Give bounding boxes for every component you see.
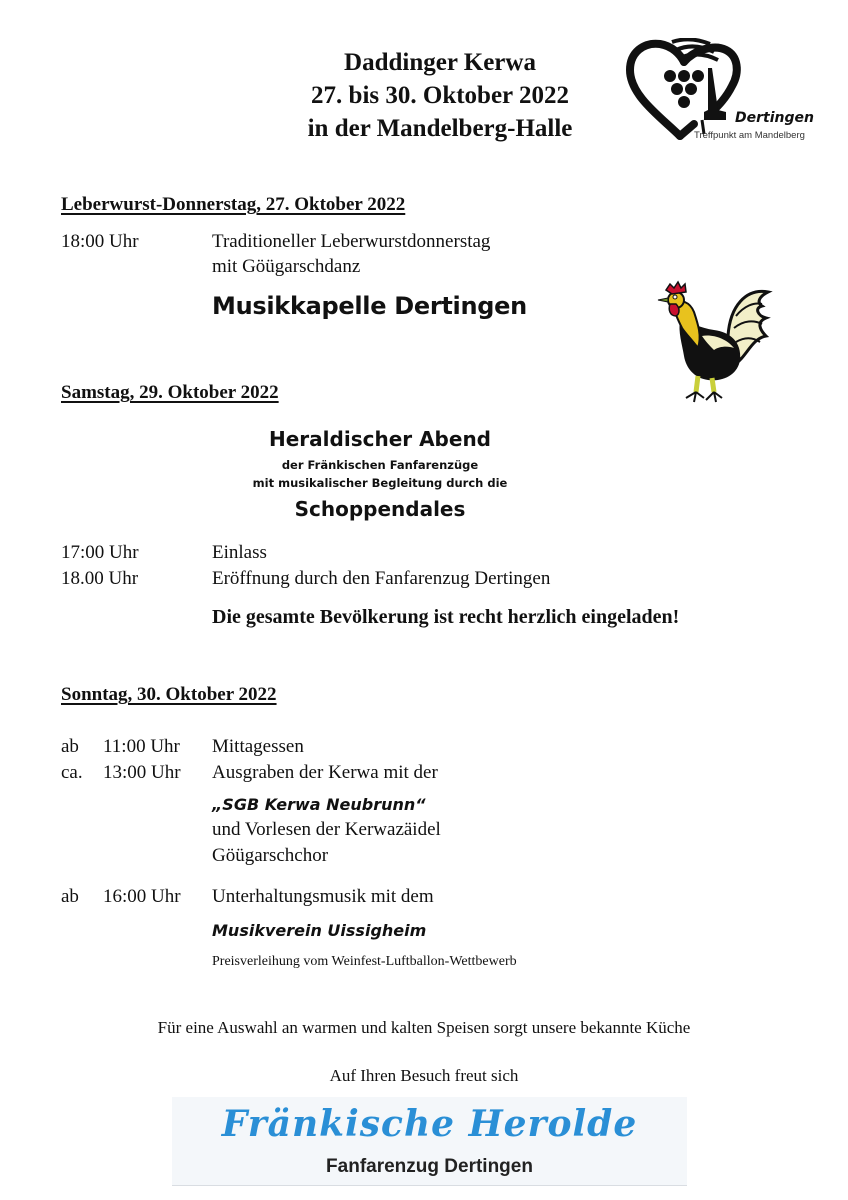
entry-time: 18.00 Uhr bbox=[61, 568, 139, 589]
dertingen-logo bbox=[622, 38, 818, 148]
organizer-banner bbox=[172, 1097, 687, 1186]
entry-text: Traditioneller Leberwurstdonnerstag bbox=[212, 231, 491, 252]
logo-name: Dertingen bbox=[735, 110, 814, 126]
banner-title: Fränkische Herolde bbox=[221, 1103, 638, 1145]
entry-time: 16:00 Uhr bbox=[103, 886, 181, 907]
saturday-entry bbox=[61, 567, 761, 593]
event-title bbox=[200, 46, 680, 145]
sunday-entry bbox=[61, 885, 761, 911]
performer-name: Musikkapelle Dertingen bbox=[212, 292, 527, 320]
logo-tagline: Treffpunkt am Mandelberg bbox=[694, 130, 805, 141]
entry-time: 18:00 Uhr bbox=[61, 231, 139, 252]
event-title-line-2: 27. bis 30. Oktober 2022 bbox=[311, 82, 569, 109]
entry-text: Einlass bbox=[212, 542, 267, 563]
entry-text: Ausgraben der Kerwa mit der bbox=[212, 762, 438, 783]
entry-text-line-2: mit Göügarschdanz bbox=[212, 256, 361, 277]
entry-prefix: ab bbox=[61, 886, 79, 907]
invitation-text: Die gesamte Bevölkerung ist recht herzlich eingeladen! bbox=[212, 606, 680, 628]
entry-note: Preisverleihung vom Weinfest-Luftballon-Wettbewerb bbox=[212, 954, 517, 969]
food-note: Für eine Auswahl an warmen und kalten Speisen sorgt unsere bekannte Küche bbox=[157, 1018, 691, 1037]
entry-more-line-2: Göügarschchor bbox=[212, 845, 329, 866]
highlight-line-2: mit musikalischer Begleitung durch die bbox=[252, 476, 508, 490]
highlight-line-1: der Fränkischen Fanfarenzüge bbox=[281, 458, 479, 472]
entry-time: 17:00 Uhr bbox=[61, 542, 139, 563]
rooster-illustration bbox=[650, 276, 775, 404]
entry-text: Eröffnung durch den Fanfarenzug Dertingen bbox=[212, 568, 551, 589]
entry-prefix: ab bbox=[61, 736, 79, 757]
entry-text: Mittagessen bbox=[212, 736, 304, 757]
thursday-heading: Leberwurst-Donnerstag, 27. Oktober 2022 bbox=[61, 194, 406, 215]
sunday-entry bbox=[61, 735, 761, 761]
entry-prefix: ca. bbox=[61, 762, 83, 783]
rooster-icon bbox=[650, 276, 775, 404]
sunday-heading: Sonntag, 30. Oktober 2022 bbox=[61, 684, 277, 705]
entry-time: 11:00 Uhr bbox=[103, 736, 180, 757]
thursday-entry bbox=[61, 230, 661, 280]
banner-subtitle: Fanfarenzug Dertingen bbox=[326, 1156, 533, 1177]
saturday-heading: Samstag, 29. Oktober 2022 bbox=[61, 382, 279, 403]
group-name: Musikverein Uissigheim bbox=[212, 921, 427, 940]
greeting: Auf Ihren Besuch freut sich bbox=[329, 1066, 519, 1085]
group-name: „SGB Kerwa Neubrunn“ bbox=[212, 795, 426, 814]
highlight-title: Heraldischer Abend bbox=[269, 427, 491, 451]
entry-time: 13:00 Uhr bbox=[103, 762, 181, 783]
saturday-entry bbox=[61, 541, 761, 567]
highlight-band: Schoppendales bbox=[294, 497, 466, 521]
entry-text: Unterhaltungsmusik mit dem bbox=[212, 886, 434, 907]
sunday-entry bbox=[61, 761, 761, 787]
event-title-line-3: in der Mandelberg-Halle bbox=[307, 115, 573, 142]
event-title-line-1: Daddinger Kerwa bbox=[344, 49, 536, 76]
entry-more-line-1: und Vorlesen der Kerwazäidel bbox=[212, 819, 441, 840]
